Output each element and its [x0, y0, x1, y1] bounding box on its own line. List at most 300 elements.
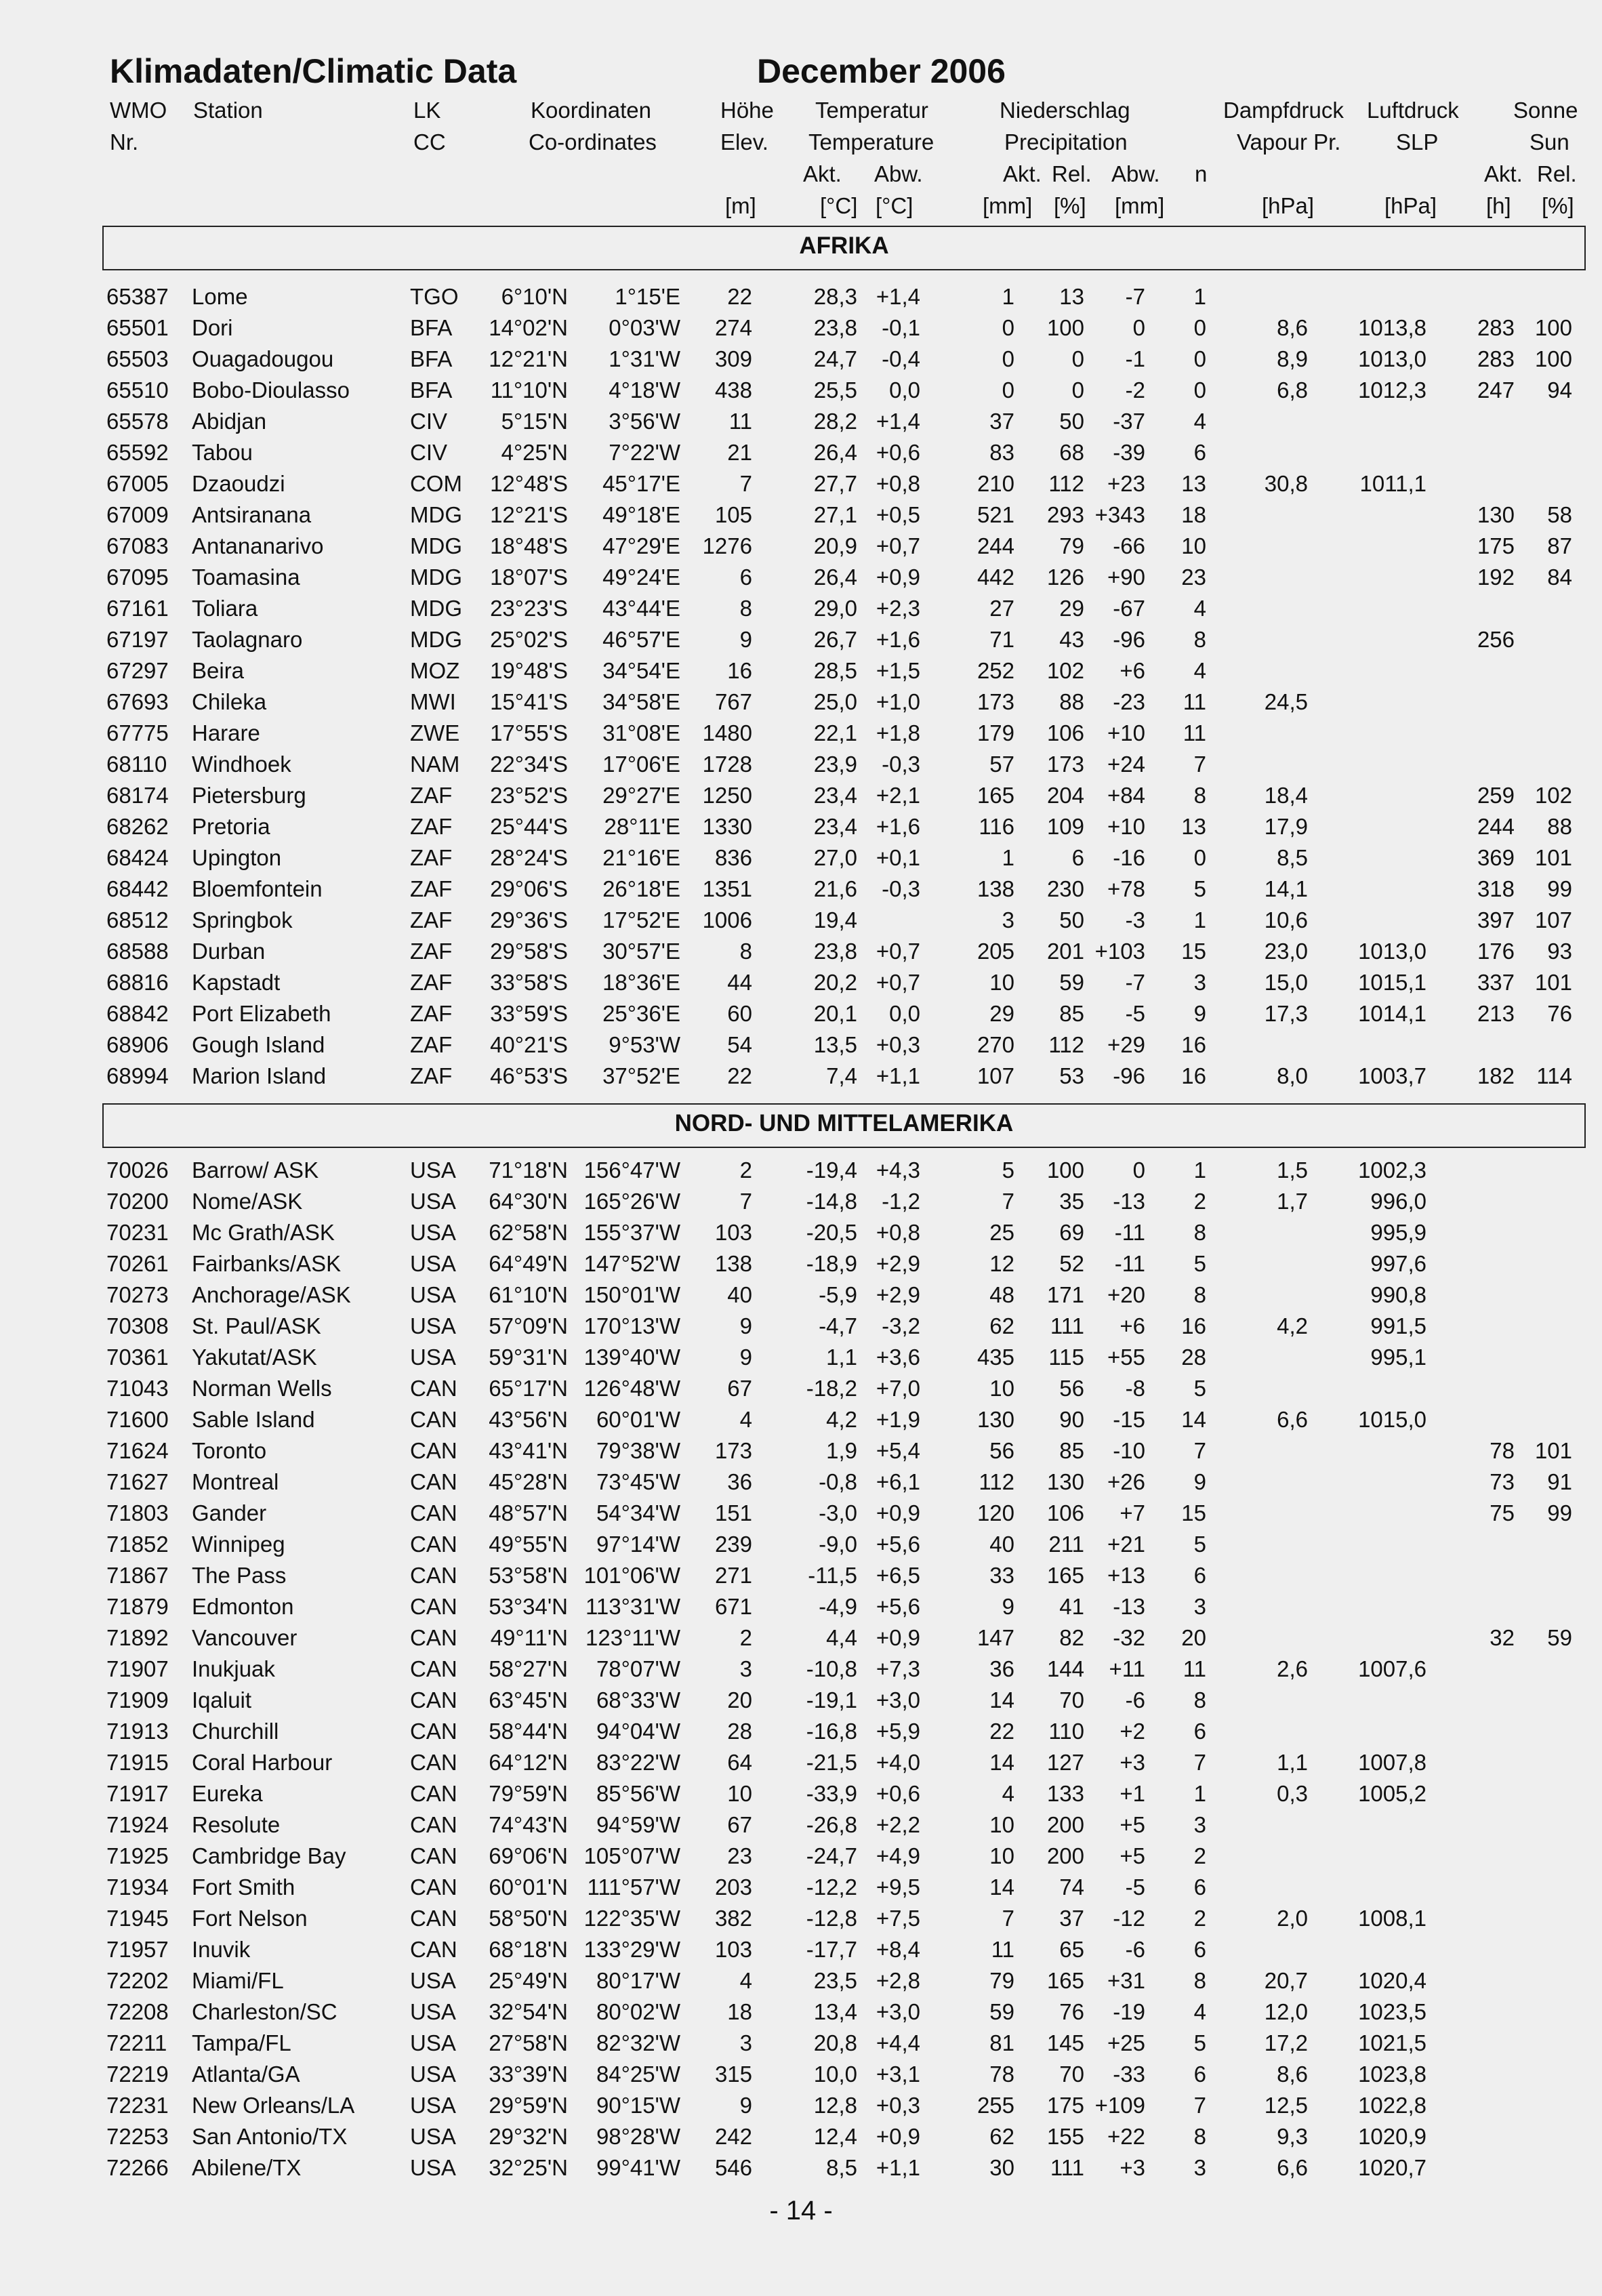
longitude-cell: 37°52'E	[602, 1063, 680, 1088]
longitude-cell: 165°26'W	[583, 1189, 680, 1214]
prec-abw-cell: +2	[1120, 1719, 1145, 1744]
vapour-cell: 8,6	[1277, 2062, 1308, 2087]
longitude-cell: 111°57'W	[587, 1874, 680, 1900]
table-row	[0, 936, 1602, 967]
station-cell: Lome	[192, 284, 248, 309]
temp-abw-cell: +1,4	[876, 284, 920, 309]
temp-akt-cell: 4,2	[826, 1407, 857, 1432]
prec-n-cell: 9	[1193, 1469, 1206, 1494]
sun-akt-cell: 397	[1477, 907, 1515, 932]
prec-rel-cell: 79	[1059, 533, 1084, 558]
temp-akt-cell: 21,6	[813, 876, 857, 901]
station-cell: Kapstadt	[192, 970, 281, 995]
vapour-cell: 4,2	[1277, 1313, 1308, 1338]
wmo-cell: 70200	[106, 1189, 169, 1214]
prec-akt-cell: 521	[977, 502, 1014, 527]
temp-abw-cell: +3,0	[876, 1999, 920, 2024]
longitude-cell: 139°40'W	[583, 1345, 680, 1370]
wmo-cell: 71867	[106, 1563, 169, 1588]
prec-abw-header: Abw.	[1111, 161, 1160, 186]
table-row	[0, 1404, 1602, 1435]
temp-abw-cell: +0,5	[876, 502, 920, 527]
prec-akt-cell: 130	[977, 1407, 1014, 1432]
longitude-cell: 123°11'W	[586, 1625, 680, 1650]
page-number: - 14 -	[769, 2196, 833, 2226]
temp-abw-cell: +1,1	[876, 2155, 920, 2180]
station-cell: Iqaluit	[192, 1687, 252, 1713]
latitude-cell: 28°24'S	[490, 845, 568, 870]
vapour-cell: 1,1	[1277, 1750, 1308, 1775]
table-row	[0, 1529, 1602, 1560]
longitude-cell: 9°53'W	[609, 1032, 680, 1057]
temp-akt-cell: -18,9	[806, 1251, 857, 1276]
latitude-cell: 79°59'N	[489, 1781, 568, 1806]
prec-akt-cell: 147	[977, 1625, 1014, 1650]
sun-unit-1: [h]	[1486, 193, 1511, 218]
temp-abw-cell: +0,6	[876, 440, 920, 465]
prec-akt-cell: 1	[1002, 284, 1014, 309]
wmo-cell: 72208	[106, 1999, 169, 2024]
temp-abw-cell: +7,0	[876, 1376, 920, 1401]
prec-akt-cell: 36	[989, 1656, 1014, 1681]
prec-abw-cell: -66	[1113, 533, 1145, 558]
prec-rel-cell: 100	[1046, 315, 1084, 340]
temp-abw-cell: +0,8	[876, 471, 920, 496]
prec-rel-cell: 56	[1059, 1376, 1084, 1401]
prec-n-cell: 3	[1193, 2155, 1206, 2180]
latitude-cell: 29°32'N	[489, 2124, 568, 2149]
prec-n-cell: 5	[1193, 1376, 1206, 1401]
prec-akt-cell: 56	[989, 1438, 1014, 1463]
elevation-cell: 21	[727, 440, 752, 465]
temp-akt-cell: 1,9	[826, 1438, 857, 1463]
wmo-cell: 71925	[106, 1843, 169, 1868]
wmo-header-en: Nr.	[110, 129, 139, 155]
sun-akt-cell: 259	[1477, 783, 1515, 808]
latitude-cell: 15°41'S	[490, 689, 568, 714]
station-cell: St. Paul/ASK	[192, 1313, 321, 1338]
latitude-cell: 74°43'N	[489, 1812, 568, 1837]
latitude-cell: 64°12'N	[489, 1750, 568, 1775]
station-cell: Cambridge Bay	[192, 1843, 346, 1868]
prec-n-cell: 13	[1181, 814, 1206, 839]
elevation-cell: 2	[739, 1157, 752, 1183]
longitude-cell: 83°22'W	[596, 1750, 680, 1775]
temp-abw-cell: +6,5	[876, 1563, 920, 1588]
temp-akt-cell: -9,0	[819, 1532, 857, 1557]
vapour-cell: 1,7	[1277, 1189, 1308, 1214]
elevation-cell: 3	[739, 1656, 752, 1681]
table-row	[0, 1809, 1602, 1841]
slp-cell: 1013,0	[1358, 346, 1426, 371]
prec-n-cell: 5	[1193, 1251, 1206, 1276]
temp-akt-cell: 13,5	[813, 1032, 857, 1057]
elevation-cell: 6	[739, 565, 752, 590]
prec-abw-cell: +7	[1120, 1500, 1145, 1525]
prec-n-cell: 2	[1193, 1906, 1206, 1931]
latitude-cell: 25°49'N	[489, 1968, 568, 1993]
table-row	[0, 1311, 1602, 1342]
elevation-cell: 1006	[702, 907, 752, 932]
vapour-cell: 18,4	[1264, 783, 1308, 808]
latitude-cell: 6°10'N	[501, 284, 568, 309]
prec-n-cell: 20	[1181, 1625, 1206, 1650]
prec-abw-cell: -96	[1113, 1063, 1145, 1088]
table-row	[0, 1778, 1602, 1809]
prec-akt-cell: 10	[989, 1376, 1014, 1401]
vapour-cell: 6,6	[1277, 2155, 1308, 2180]
prec-rel-cell: 171	[1046, 1282, 1084, 1307]
prec-abw-cell: -10	[1113, 1438, 1145, 1463]
elevation-cell: 274	[714, 315, 752, 340]
slp-cell: 990,8	[1370, 1282, 1426, 1307]
section-header-nord-mittelamerika	[102, 1103, 1586, 1148]
vapour-cell: 2,0	[1277, 1906, 1308, 1931]
table-row	[0, 1217, 1602, 1248]
temp-abw-cell: +1,8	[876, 720, 920, 745]
elevation-cell: 315	[714, 2062, 752, 2087]
koord-header-en: Co-ordinates	[529, 129, 657, 155]
sun-akt-cell: 130	[1477, 502, 1515, 527]
wmo-cell: 68994	[106, 1063, 169, 1088]
station-cell: Toamasina	[192, 565, 300, 590]
country-cell: CAN	[410, 1843, 457, 1868]
table-row	[0, 1467, 1602, 1498]
data-table-nord-mittelamerika	[0, 1155, 1602, 2184]
latitude-cell: 4°25'N	[501, 440, 568, 465]
prec-n-cell: 6	[1193, 2062, 1206, 2087]
wmo-cell: 71915	[106, 1750, 169, 1775]
latitude-cell: 29°36'S	[490, 907, 568, 932]
country-cell: USA	[410, 1189, 456, 1214]
latitude-cell: 53°34'N	[489, 1594, 568, 1619]
prec-akt-cell: 59	[989, 1999, 1014, 2024]
prec-abw-cell: +22	[1107, 2124, 1145, 2149]
temp-abw-cell: +2,2	[876, 1812, 920, 1837]
prec-abw-cell: -15	[1113, 1407, 1145, 1432]
longitude-cell: 133°29'W	[583, 1937, 680, 1962]
latitude-cell: 45°28'N	[489, 1469, 568, 1494]
prec-akt-cell: 120	[977, 1500, 1014, 1525]
longitude-cell: 30°57'E	[602, 939, 680, 964]
temp-akt-header: Akt.	[803, 161, 842, 186]
temp-abw-cell: +1,5	[876, 658, 920, 683]
wmo-cell: 71624	[106, 1438, 169, 1463]
temp-akt-cell: -0,8	[819, 1469, 857, 1494]
country-cell: CAN	[410, 1376, 457, 1401]
sun-akt-cell: 283	[1477, 346, 1515, 371]
prec-akt-cell: 83	[989, 440, 1014, 465]
longitude-cell: 7°22'W	[609, 440, 680, 465]
slp-cell: 996,0	[1370, 1189, 1426, 1214]
vap-header: Dampfdruck	[1223, 98, 1344, 123]
longitude-cell: 3°56'W	[609, 409, 680, 434]
table-row	[0, 1965, 1602, 1996]
station-cell: San Antonio/TX	[192, 2124, 348, 2149]
temp-akt-cell: -19,1	[806, 1687, 857, 1713]
sun-rel-cell: 93	[1547, 939, 1572, 964]
table-row	[0, 468, 1602, 499]
country-cell: ZAF	[410, 1032, 453, 1057]
station-cell: The Pass	[192, 1563, 287, 1588]
prec-n-cell: 4	[1193, 409, 1206, 434]
latitude-cell: 64°49'N	[489, 1251, 568, 1276]
wmo-cell: 71907	[106, 1656, 169, 1681]
table-row	[0, 1498, 1602, 1529]
temp-akt-cell: 25,5	[813, 377, 857, 403]
temp-akt-cell: 12,8	[813, 2093, 857, 2118]
temp-abw-cell: -0,4	[882, 346, 920, 371]
longitude-cell: 1°15'E	[615, 284, 680, 309]
wmo-cell: 71803	[106, 1500, 169, 1525]
prec-rel-cell: 52	[1059, 1251, 1084, 1276]
prec-unit-1: [mm]	[983, 193, 1033, 218]
station-cell: Sable Island	[192, 1407, 315, 1432]
vapour-cell: 20,7	[1264, 1968, 1308, 1993]
prec-rel-cell: 88	[1059, 689, 1084, 714]
wmo-cell: 70273	[106, 1282, 169, 1307]
vapour-cell: 8,6	[1277, 315, 1308, 340]
hoehe-unit: [m]	[725, 193, 756, 218]
prec-abw-cell: -13	[1113, 1594, 1145, 1619]
table-row	[0, 1903, 1602, 1934]
prec-rel-cell: 115	[1048, 1345, 1084, 1370]
temp-akt-cell: -11,5	[808, 1563, 857, 1588]
temp-akt-cell: 7,4	[826, 1063, 857, 1088]
country-cell: TGO	[410, 284, 459, 309]
prec-abw-cell: -5	[1125, 1001, 1145, 1026]
table-row	[0, 2121, 1602, 2152]
country-cell: CAN	[410, 1438, 457, 1463]
temp-akt-cell: 20,9	[813, 533, 857, 558]
station-cell: Abilene/TX	[192, 2155, 302, 2180]
vapour-cell: 12,0	[1264, 1999, 1308, 2024]
prec-n-cell: 1	[1193, 907, 1206, 932]
prec-n-cell: 6	[1193, 1874, 1206, 1900]
prec-akt-cell: 165	[977, 783, 1014, 808]
station-cell: Nome/ASK	[192, 1189, 303, 1214]
prec-rel-cell: 29	[1059, 596, 1084, 621]
station-cell: Montreal	[192, 1469, 279, 1494]
elevation-cell: 8	[739, 596, 752, 621]
longitude-cell: 34°58'E	[602, 689, 680, 714]
slp-cell: 1012,3	[1358, 377, 1426, 403]
temp-akt-cell: -17,7	[806, 1937, 857, 1962]
prec-abw-cell: +103	[1094, 939, 1145, 964]
prec-rel-cell: 6	[1071, 845, 1084, 870]
prec-abw-cell: +6	[1120, 1313, 1145, 1338]
prec-rel-cell: 201	[1046, 939, 1084, 964]
elevation-cell: 22	[727, 284, 752, 309]
prec-n-cell: 0	[1193, 346, 1206, 371]
prec-rel-cell: 82	[1059, 1625, 1084, 1650]
prec-rel-cell: 74	[1059, 1874, 1084, 1900]
table-row	[0, 499, 1602, 531]
table-row	[0, 1622, 1602, 1654]
longitude-cell: 156°47'W	[583, 1157, 680, 1183]
slp-cell: 1023,5	[1358, 1999, 1426, 2024]
prec-rel-cell: 145	[1046, 2030, 1084, 2055]
wmo-cell: 68442	[106, 876, 169, 901]
vapour-cell: 24,5	[1264, 689, 1308, 714]
latitude-cell: 49°11'N	[490, 1625, 568, 1650]
country-cell: CAN	[410, 1781, 457, 1806]
elevation-cell: 8	[739, 939, 752, 964]
prec-n-cell: 9	[1193, 1001, 1206, 1026]
sun-akt-cell: 175	[1477, 533, 1515, 558]
table-row	[0, 842, 1602, 874]
prec-n-cell: 8	[1193, 2124, 1206, 2149]
longitude-cell: 90°15'W	[596, 2093, 680, 2118]
sun-akt-cell: 32	[1490, 1625, 1515, 1650]
prec-akt-cell: 0	[1002, 346, 1014, 371]
temp-akt-cell: -33,9	[806, 1781, 857, 1806]
temp-akt-cell: -19,4	[806, 1157, 857, 1183]
vapour-cell: 17,3	[1264, 1001, 1308, 1026]
country-cell: BFA	[410, 315, 453, 340]
latitude-cell: 29°06'S	[490, 876, 568, 901]
wmo-cell: 71945	[106, 1906, 169, 1931]
sun-rel-cell: 100	[1534, 346, 1572, 371]
country-cell: CAN	[410, 1625, 457, 1650]
table-row	[0, 1747, 1602, 1778]
elevation-cell: 546	[714, 2155, 752, 2180]
slp-cell: 1020,4	[1358, 1968, 1426, 1993]
station-cell: Norman Wells	[192, 1376, 332, 1401]
station-cell: Harare	[192, 720, 260, 745]
slp-cell: 995,1	[1370, 1345, 1426, 1370]
country-cell: CAN	[410, 1906, 457, 1931]
slp-cell: 1015,0	[1358, 1407, 1426, 1432]
temp-abw-cell: -1,2	[882, 1189, 920, 1214]
sun-akt-cell: 78	[1490, 1438, 1515, 1463]
prec-abw-cell: -11	[1114, 1251, 1145, 1276]
station-cell: Resolute	[192, 1812, 281, 1837]
prec-n-cell: 11	[1183, 720, 1206, 745]
prec-akt-cell: 57	[989, 752, 1014, 777]
table-row	[0, 686, 1602, 718]
longitude-cell: 26°18'E	[602, 876, 680, 901]
prec-akt-cell: 138	[977, 876, 1014, 901]
prec-n-cell: 6	[1193, 440, 1206, 465]
wmo-cell: 67197	[106, 627, 169, 652]
table-row	[0, 1155, 1602, 1186]
elevation-cell: 438	[714, 377, 752, 403]
longitude-cell: 1°31'W	[609, 346, 680, 371]
vapour-cell: 8,5	[1277, 845, 1308, 870]
elevation-cell: 67	[727, 1812, 752, 1837]
prec-rel-cell: 41	[1059, 1594, 1084, 1619]
longitude-cell: 78°07'W	[596, 1656, 680, 1681]
temp-abw-cell: +1,6	[876, 814, 920, 839]
elevation-cell: 671	[714, 1594, 752, 1619]
wmo-cell: 70361	[106, 1345, 169, 1370]
prec-rel-cell: 133	[1046, 1781, 1084, 1806]
country-cell: USA	[410, 2062, 456, 2087]
temp-akt-cell: 23,5	[813, 1968, 857, 1993]
prec-n-cell: 1	[1193, 1781, 1206, 1806]
prec-abw-cell: +29	[1107, 1032, 1145, 1057]
prec-akt-cell: 27	[989, 596, 1014, 621]
prec-akt-cell: 252	[977, 658, 1014, 683]
station-cell: Fort Nelson	[192, 1906, 308, 1931]
prec-akt-cell: 37	[989, 409, 1014, 434]
station-cell: Bloemfontein	[192, 876, 323, 901]
prec-abw-cell: -13	[1113, 1189, 1145, 1214]
sun-header: Sonne	[1513, 98, 1578, 123]
temp-akt-cell: 10,0	[813, 2062, 857, 2087]
wmo-cell: 71852	[106, 1532, 169, 1557]
country-cell: ZWE	[410, 720, 460, 745]
prec-akt-cell: 14	[989, 1874, 1014, 1900]
temp-akt-cell: 28,3	[813, 284, 857, 309]
sun-rel-cell: 91	[1547, 1469, 1572, 1494]
vapour-cell: 10,6	[1264, 907, 1308, 932]
country-cell: COM	[410, 471, 462, 496]
elevation-cell: 64	[727, 1750, 752, 1775]
temp-abw-cell: +2,1	[876, 783, 920, 808]
temp-akt-cell: 26,4	[813, 565, 857, 590]
prec-n-cell: 16	[1181, 1313, 1206, 1338]
wmo-cell: 68842	[106, 1001, 169, 1026]
prec-rel-cell: 70	[1059, 1687, 1084, 1713]
temp-abw-cell: +5,6	[876, 1532, 920, 1557]
latitude-cell: 33°59'S	[490, 1001, 568, 1026]
prec-rel-cell: 204	[1046, 783, 1084, 808]
table-row	[0, 2152, 1602, 2184]
prec-akt-cell: 62	[989, 1313, 1014, 1338]
longitude-cell: 80°02'W	[596, 1999, 680, 2024]
longitude-cell: 43°44'E	[602, 596, 680, 621]
longitude-cell: 34°54'E	[602, 658, 680, 683]
country-cell: BFA	[410, 346, 453, 371]
sun-rel-cell: 88	[1547, 814, 1572, 839]
temp-abw-cell: -0,3	[882, 876, 920, 901]
station-cell: Inukjuak	[192, 1656, 275, 1681]
sun-akt-cell: 182	[1477, 1063, 1515, 1088]
wmo-cell: 71879	[106, 1594, 169, 1619]
prec-n-cell: 8	[1193, 1968, 1206, 1993]
temp-abw-cell: +0,3	[876, 2093, 920, 2118]
table-row	[0, 1996, 1602, 2028]
elevation-cell: 203	[714, 1874, 752, 1900]
prec-abw-cell: +3	[1120, 2155, 1145, 2180]
elevation-cell: 54	[727, 1032, 752, 1057]
prec-abw-cell: +1	[1120, 1781, 1145, 1806]
table-row	[0, 1279, 1602, 1311]
prec-akt-cell: 10	[989, 970, 1014, 995]
latitude-cell: 29°58'S	[490, 939, 568, 964]
temp-abw-cell: +1,9	[876, 1407, 920, 1432]
table-row	[0, 874, 1602, 905]
country-cell: USA	[410, 1999, 456, 2024]
prec-abw-cell: +343	[1094, 502, 1145, 527]
prec-abw-cell: +55	[1107, 1345, 1145, 1370]
country-cell: USA	[410, 1313, 456, 1338]
elevation-cell: 67	[727, 1376, 752, 1401]
table-row	[0, 624, 1602, 655]
prec-rel-cell: 111	[1050, 1313, 1084, 1338]
sun-akt-header: Akt.	[1484, 161, 1523, 186]
prec-n-cell: 8	[1193, 1687, 1206, 1713]
country-cell: MDG	[410, 596, 462, 621]
station-cell: Dori	[192, 315, 233, 340]
section-title: AFRIKA	[799, 232, 889, 259]
longitude-cell: 4°18'W	[609, 377, 680, 403]
prec-akt-cell: 0	[1002, 377, 1014, 403]
prec-akt-cell: 112	[979, 1469, 1014, 1494]
latitude-cell: 40°21'S	[490, 1032, 568, 1057]
